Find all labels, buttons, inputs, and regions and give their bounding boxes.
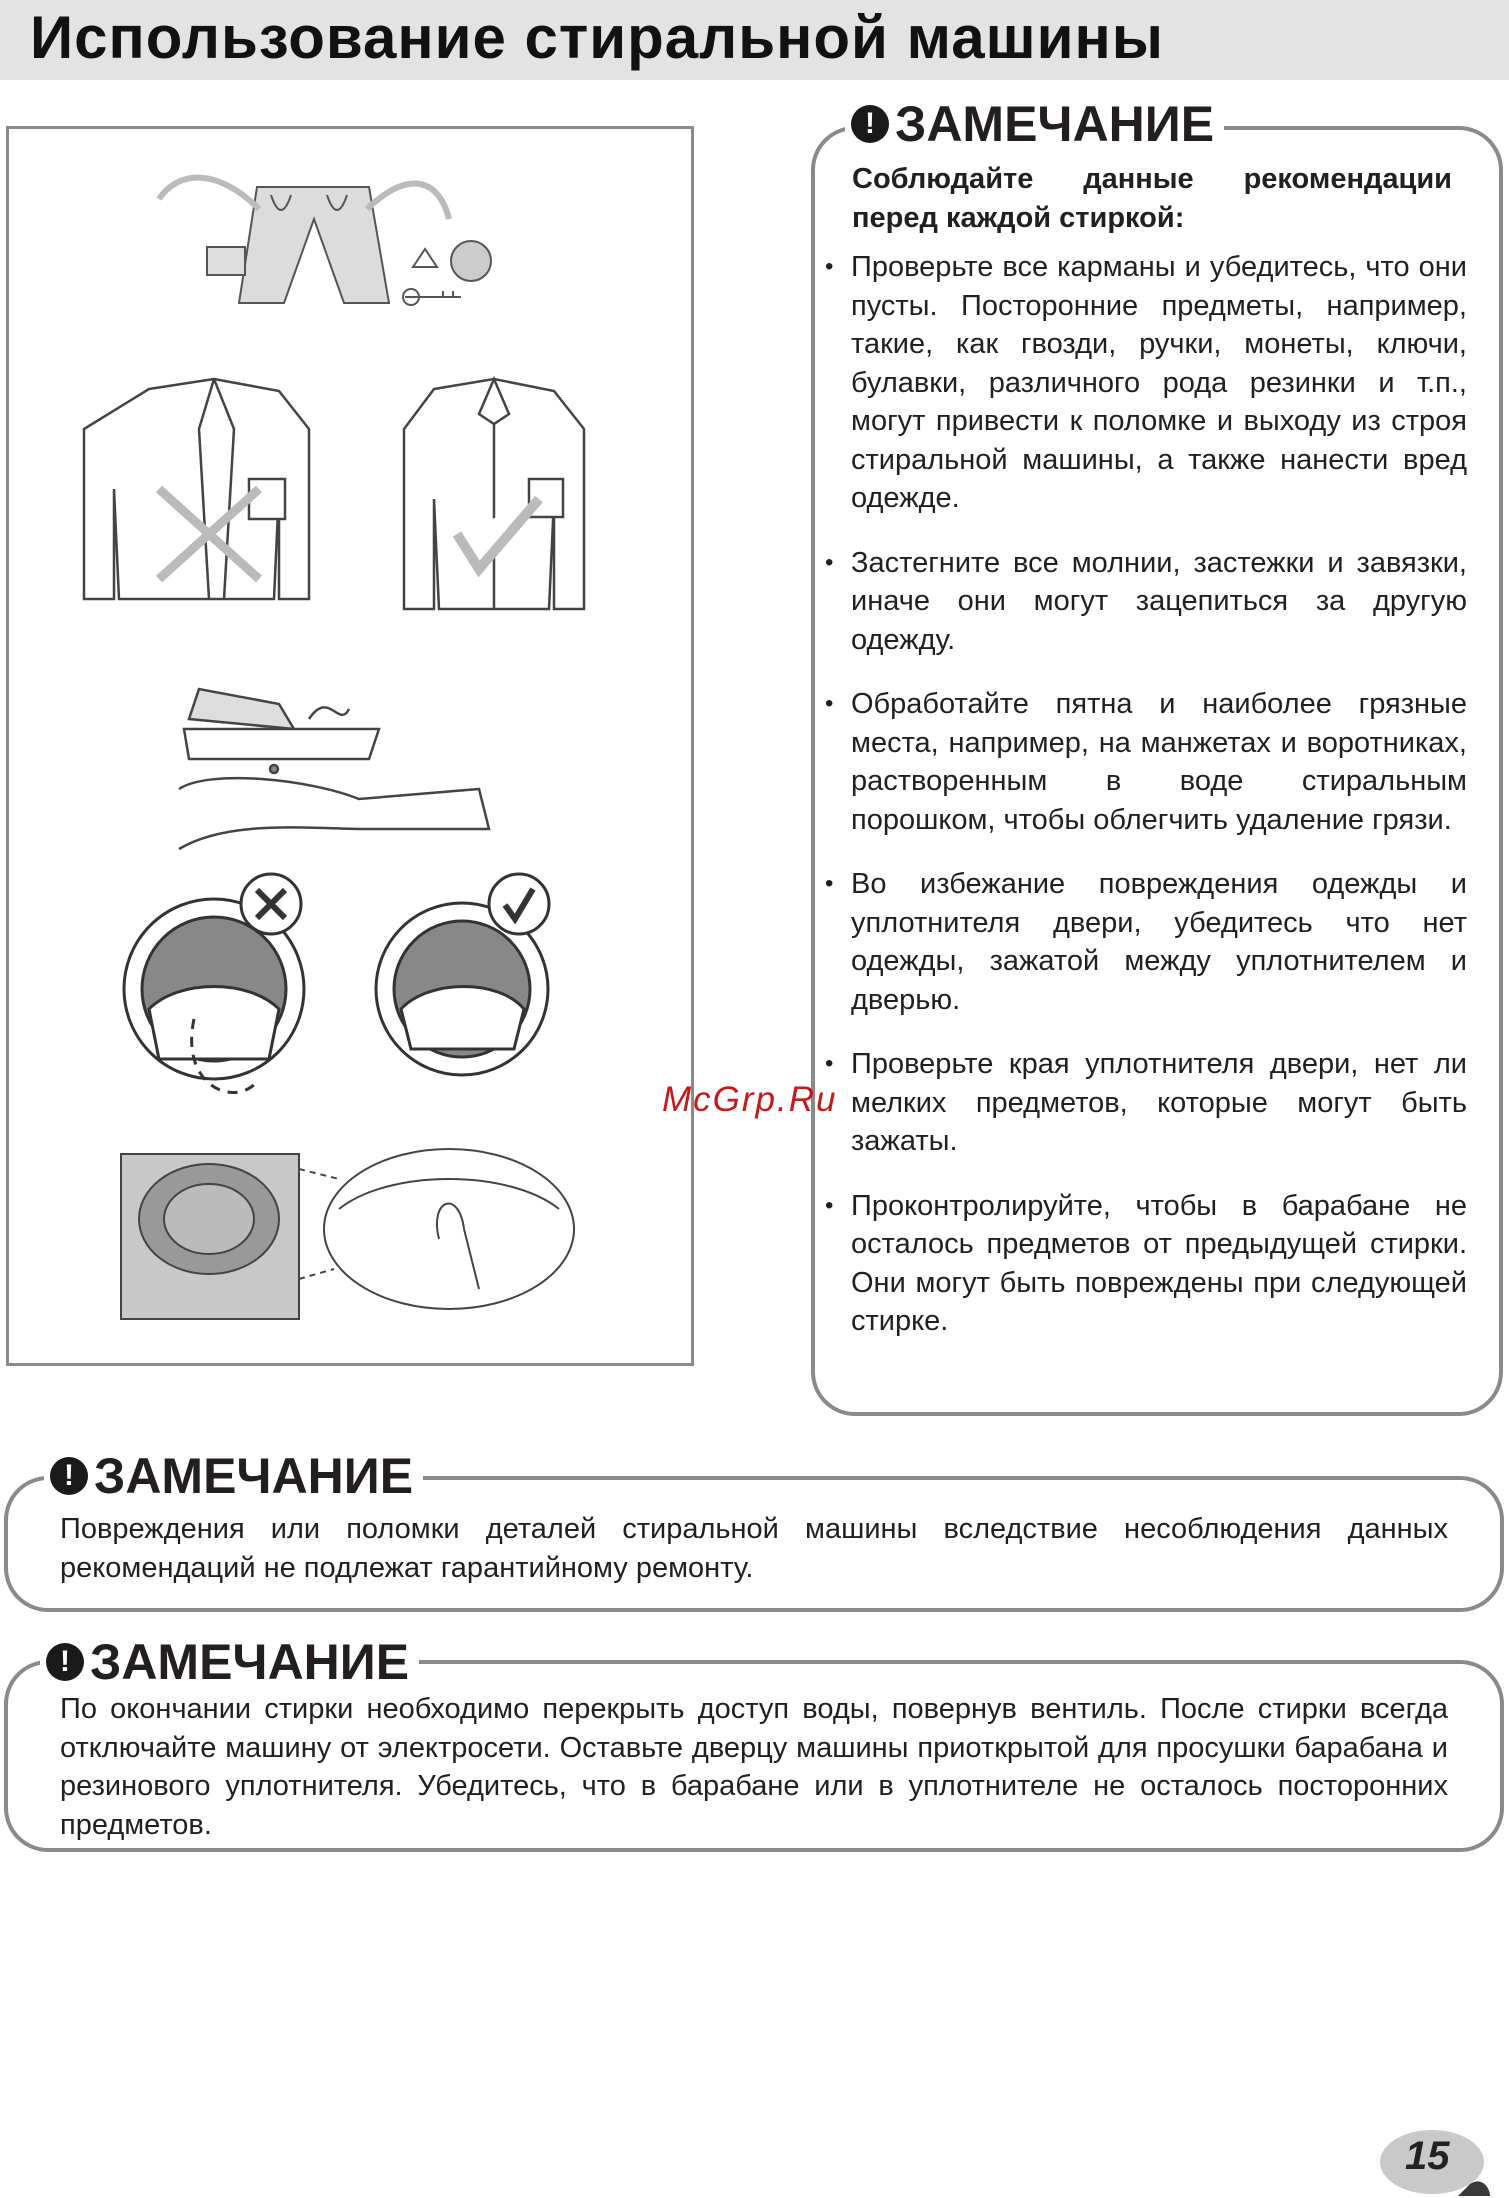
warning-icon: !	[50, 1457, 88, 1495]
note-main-heading	[845, 96, 1224, 152]
note-main-box	[811, 96, 1503, 1416]
bullet-dot: •	[825, 1050, 834, 1077]
recommendation-list	[825, 248, 1467, 1367]
warning-icon: !	[46, 1643, 84, 1681]
recommendation-item	[825, 248, 1467, 518]
door-seal-check-illustration	[121, 1149, 574, 1319]
bullet-dot: •	[825, 690, 834, 717]
shirt-buttoned-illustration	[404, 379, 584, 609]
bullet-dot: •	[825, 253, 834, 280]
drum-right-illustration	[376, 874, 549, 1075]
recommendation-item	[825, 1045, 1467, 1161]
note-warranty-box	[4, 1448, 1504, 1612]
note-after-wash-heading	[40, 1634, 419, 1690]
shirt-unbuttoned-illustration	[84, 379, 309, 599]
illustrations	[9, 129, 691, 1363]
trousers-pockets-illustration	[159, 178, 491, 305]
recommendation-text: Во избежание повреждения одежды и уплотнителя двери, убедитесь что нет одежды, зажатой между уплотнителем и дверью.	[851, 868, 1467, 1016]
page-number: 15	[1405, 2134, 1450, 2178]
note-main-subtitle: Соблюдайте данные рекомендации перед каждой стиркой:	[852, 163, 1452, 234]
recommendation-text: Застегните все молнии, застежки и завязки, иначе они могут зацепиться за другую одежду.	[851, 546, 1467, 656]
recommendation-text: Проверьте края уплотнителя двери, нет ли мелких предметов, которые могут быть зажаты.	[851, 1048, 1467, 1157]
note-after-wash-text: По окончании стирки необходимо перекрыть доступ воды, повернув вентиль. После стирки всегда отключайте машину от электросети. Оставьте дверцу машины приоткрытой для просушки барабана и резинового уплотнителя. Убедитесь, что в барабане или в уплотнителе не осталось посторонних предметов.	[60, 1693, 1448, 1841]
bullet-dot: •	[825, 870, 834, 897]
note-warranty-heading	[44, 1448, 423, 1504]
page-title: Использование стиральной машины	[30, 4, 1164, 71]
recommendation-text: Проверьте все карманы и убедитесь, что они пусты. Посторонние предметы, например, такие, как гвозди, ручки, монеты, ключи, булавки, различного рода резинки и т.п., могут привести к поломке и выходу из строя стиральной машины, а также нанести вред одежде.	[851, 251, 1467, 514]
note-warranty-text: Повреждения или поломки деталей стиральной машины вследствие несоблюдения данных рекомендаций не подлежат гарантийному ремонту.	[60, 1513, 1448, 1584]
recommendation-text: Проконтролируйте, чтобы в барабане не осталось предметов от предыдущей стирки. Они могут быть повреждены при следующей стирке.	[851, 1189, 1467, 1337]
note-warranty-heading-text: ЗАМЕЧАНИЕ	[94, 1448, 414, 1504]
recommendation-text: Обработайте пятна и наиболее грязные места, например, на манжетах и воротниках, растворенным в воде стиральным порошком, чтобы облегчить удаление грязи.	[851, 688, 1467, 836]
drum-wrong-illustration	[124, 874, 304, 1093]
stain-treatment-illustration	[179, 689, 489, 849]
recommendation-item	[825, 685, 1467, 839]
note-after-wash-box	[4, 1634, 1504, 1852]
warning-icon: !	[851, 105, 889, 143]
recommendation-item	[825, 544, 1467, 660]
recommendation-item	[825, 865, 1467, 1019]
recommendation-item	[825, 1187, 1467, 1341]
bullet-dot: •	[825, 1191, 834, 1219]
bullet-dot: •	[825, 548, 834, 576]
watermark: McGrp.Ru	[662, 1080, 838, 1119]
note-main-heading-text: ЗАМЕЧАНИЕ	[895, 96, 1215, 152]
note-after-wash-heading-text: ЗАМЕЧАНИЕ	[90, 1634, 410, 1690]
illustration-panel	[6, 126, 694, 1366]
